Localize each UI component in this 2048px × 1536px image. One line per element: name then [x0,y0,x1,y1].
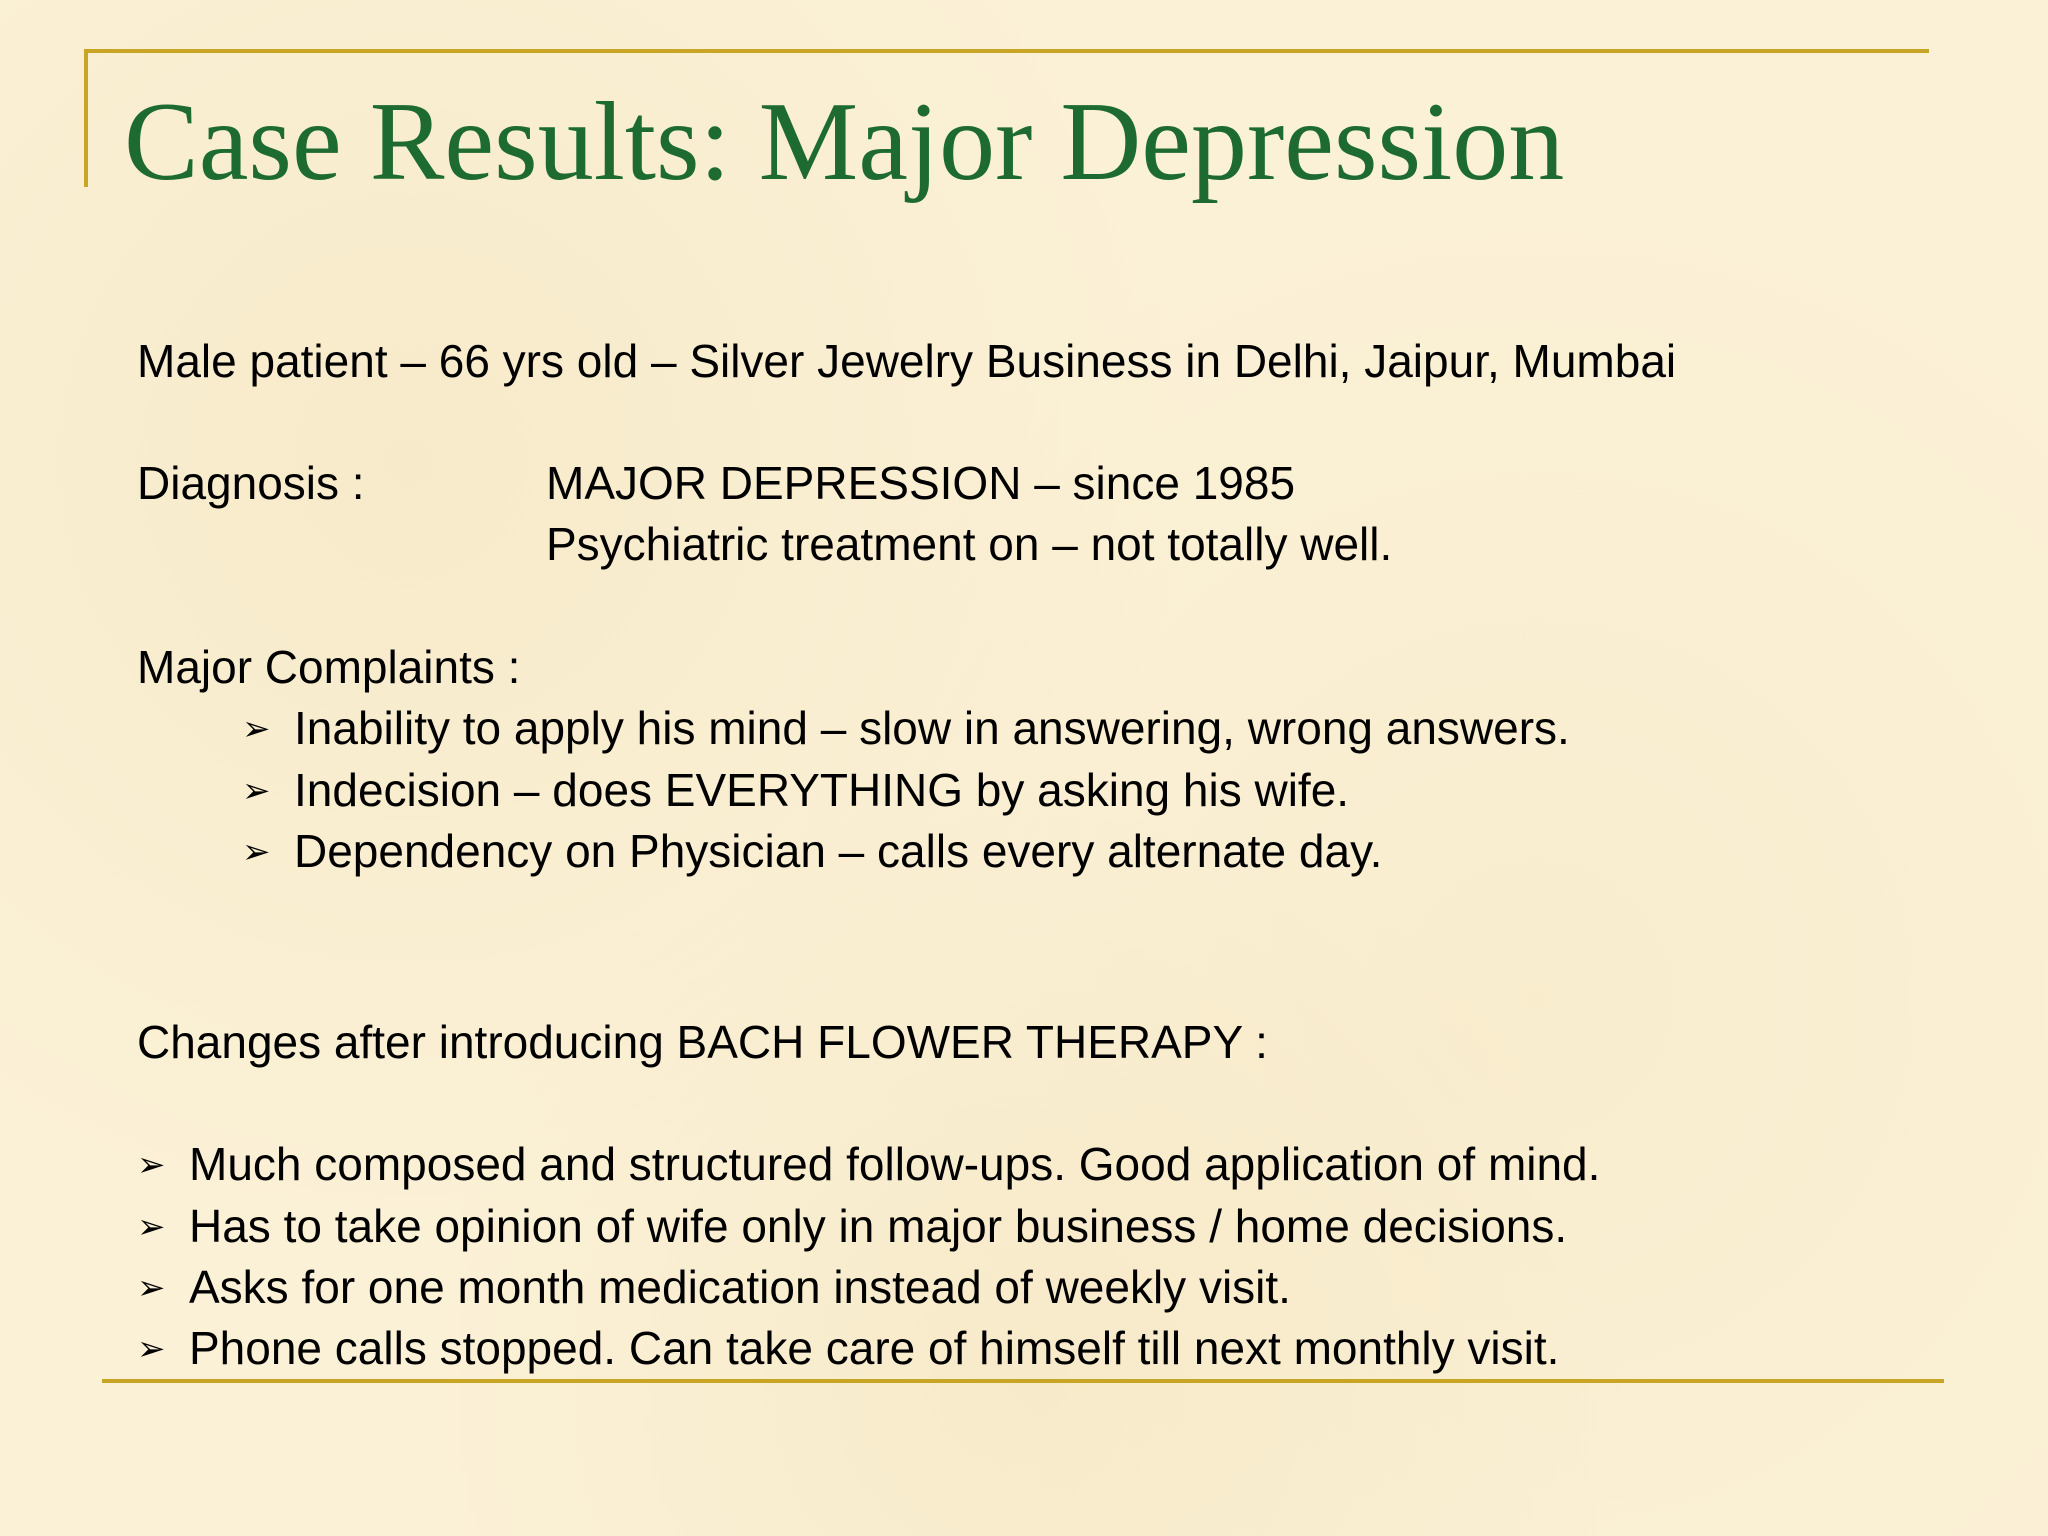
change-text: Phone calls stopped. Can take care of himself till next monthly visit. [189,1322,1560,1374]
arrow-bullet-icon: ➢ [242,709,271,749]
patient-line: Male patient – 66 yrs old – Silver Jewelry Business in Delhi, Jaipur, Mumbai [137,335,1677,387]
change-item [137,1196,1567,1257]
arrow-bullet-icon: ➢ [137,1268,166,1308]
change-text: Asks for one month medication instead of weekly visit. [189,1261,1291,1313]
complaint-item [242,821,1382,882]
complaint-item [242,698,1570,759]
arrow-bullet-icon: ➢ [137,1145,166,1185]
complaint-text: Inability to apply his mind – slow in answering, wrong answers. [294,702,1570,754]
arrow-bullet-icon: ➢ [242,832,271,872]
complaints-heading: Major Complaints : [137,641,521,693]
complaint-text: Dependency on Physician – calls every alternate day. [294,825,1383,877]
changes-heading: Changes after introducing BACH FLOWER THERAPY : [137,1016,1268,1068]
change-item [137,1318,1559,1379]
change-text: Has to take opinion of wife only in major business / home decisions. [189,1200,1568,1252]
complaint-item [242,760,1349,821]
bottom-rule [102,1379,1944,1383]
arrow-bullet-icon: ➢ [137,1329,166,1369]
top-rule [84,49,1929,53]
arrow-bullet-icon: ➢ [137,1207,166,1247]
change-item [137,1134,1600,1195]
change-item [137,1257,1291,1318]
slide-title: Case Results: Major Depression [124,80,1565,204]
complaint-text: Indecision – does EVERYTHING by asking his wife. [294,764,1350,816]
change-text: Much composed and structured follow-ups. Good application of mind. [189,1138,1601,1190]
diagnosis-label: Diagnosis : [137,457,365,509]
diagnosis-line-2: Psychiatric treatment on – not totally well. [546,518,1393,570]
arrow-bullet-icon: ➢ [242,771,271,811]
diagnosis-line-1: MAJOR DEPRESSION – since 1985 [546,457,1296,509]
left-rule [84,49,88,187]
